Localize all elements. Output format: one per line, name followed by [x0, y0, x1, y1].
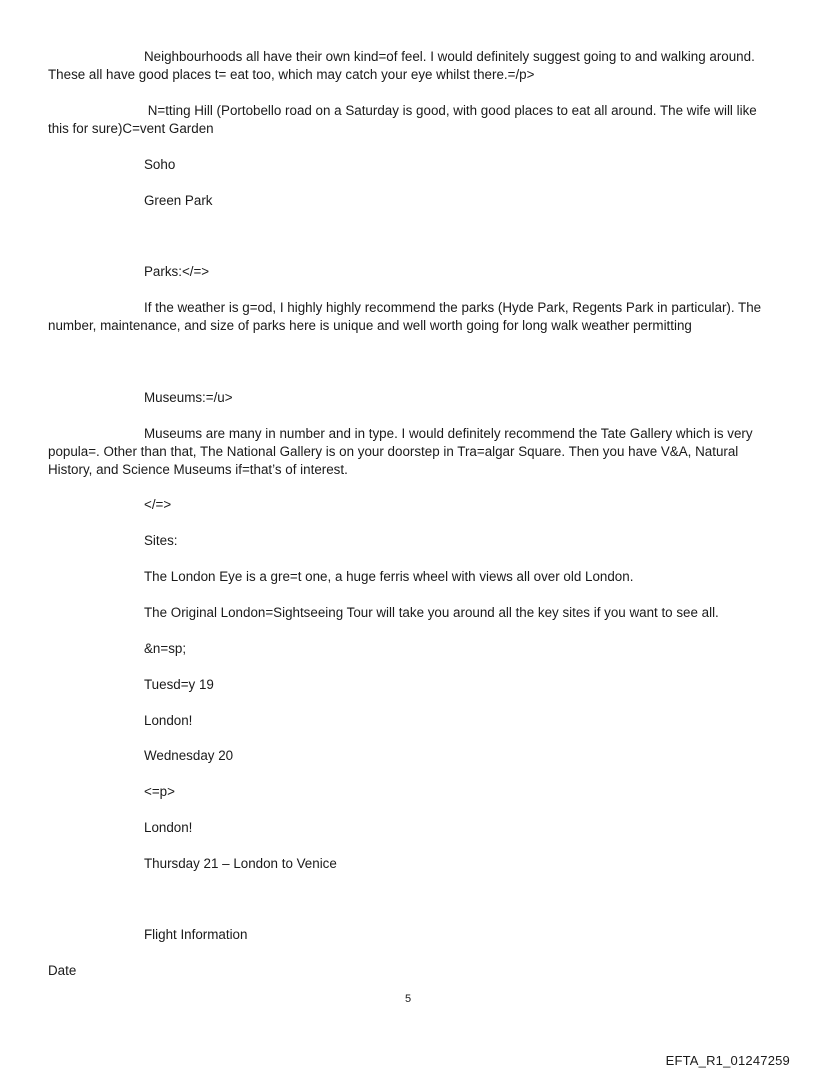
- paragraph-notting-hill: [48, 102, 772, 138]
- paragraph-museums-text: Museums are many in number and in type. I would definitely recommend the Tate Gallery which is very popula=. Other than that, The National Gallery is on your doorstep in Tra=algar Square. Then you have V&A, Natural History, and Science Museums if=that’s of interest.: [48, 426, 753, 477]
- paragraph-neighbourhoods-text: Neighbourhoods all have their own kind=of feel. I would definitely suggest going to and walking around. These all have good places t= eat too, which may catch your eye whilst there.=/p>: [48, 49, 755, 82]
- day-thursday: Thursday 21 – London to Venice: [144, 856, 337, 871]
- fragment-nbsp: &n=sp;: [144, 641, 187, 656]
- day-tuesday: Tuesd=y 19: [144, 677, 214, 692]
- heading-flight-information: Flight Information: [144, 927, 248, 942]
- heading-sites: Sites:: [144, 533, 178, 548]
- fragment-p-tag: <=p>: [144, 784, 175, 799]
- paragraph-parks-text: If the weather is g=od, I highly highly recommend the parks (Hyde Park, Regents Park in particular). The number, maintenance, and size of parks here is unique and well worth going for long walk weather permitting: [48, 300, 762, 333]
- paragraph-neighbourhoods: [48, 48, 772, 84]
- list-item-green-park: Green Park: [144, 193, 213, 208]
- paragraph-notting-hill-text: N=tting Hill (Portobello road on a Saturday is good, with good places to eat all around. The wife will like this for sure)C=vent Garden: [48, 103, 757, 136]
- fragment-close-tag: </=>: [144, 497, 172, 512]
- day-wednesday: Wednesday 20: [144, 748, 234, 763]
- line-sightseeing-tour: The Original London=Sightseeing Tour will take you around all the key sites if you want to see all.: [144, 605, 719, 620]
- line-london-eye: The London Eye is a gre=t one, a huge ferris wheel with views all over old London.: [144, 569, 634, 584]
- paragraph-parks: [48, 299, 772, 335]
- label-date: Date: [48, 963, 77, 978]
- london-line-2: London!: [144, 820, 193, 835]
- document-id-footer: EFTA_R1_01247259: [665, 1053, 790, 1068]
- paragraph-museums: [48, 425, 772, 479]
- london-line-1: London!: [144, 713, 193, 728]
- heading-museums: Museums:=/u>: [144, 390, 233, 405]
- heading-parks: Parks:</=>: [144, 264, 210, 279]
- page-number: 5: [404, 993, 412, 1005]
- list-item-soho: Soho: [144, 157, 176, 172]
